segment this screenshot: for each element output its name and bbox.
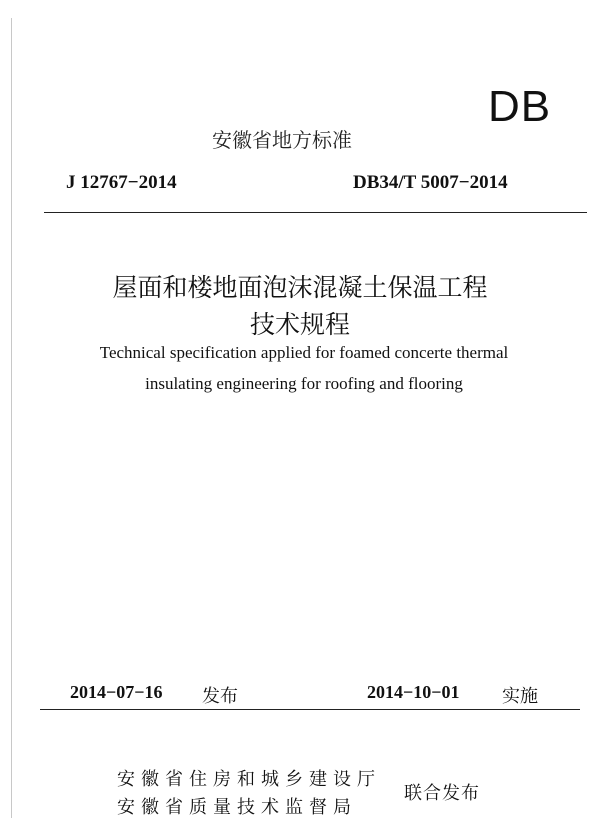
issue-date: 2014−07−16	[70, 682, 163, 702]
issuer-quality-bureau: 安徽省质量技术监督局	[117, 797, 357, 818]
page-edge-line	[11, 18, 12, 818]
title-chinese-line2: 技术规程	[249, 310, 350, 339]
db-mark: DB	[488, 82, 552, 131]
standard-category: 安徽省地方标准	[212, 128, 352, 152]
title-chinese-line1: 屋面和楼地面泡沫混凝土保温工程	[112, 273, 488, 302]
title-english-line1: Technical specification applied for foamed concerte thermal	[99, 343, 509, 362]
implementation-label: 实施	[502, 686, 538, 707]
joint-release-label: 联合发布	[404, 783, 480, 804]
record-number: J 12767−2014	[66, 172, 177, 193]
standard-number: DB34/T 5007−2014	[353, 172, 508, 193]
issue-label: 发布	[202, 686, 238, 707]
footer-divider	[40, 709, 580, 710]
implementation-date: 2014−10−01	[367, 682, 460, 702]
issuer-housing-department: 安徽省住房和城乡建设厅	[117, 769, 381, 790]
title-english-line2: insulating engineering for roofing and flooring	[145, 374, 463, 393]
header-divider	[44, 212, 587, 213]
